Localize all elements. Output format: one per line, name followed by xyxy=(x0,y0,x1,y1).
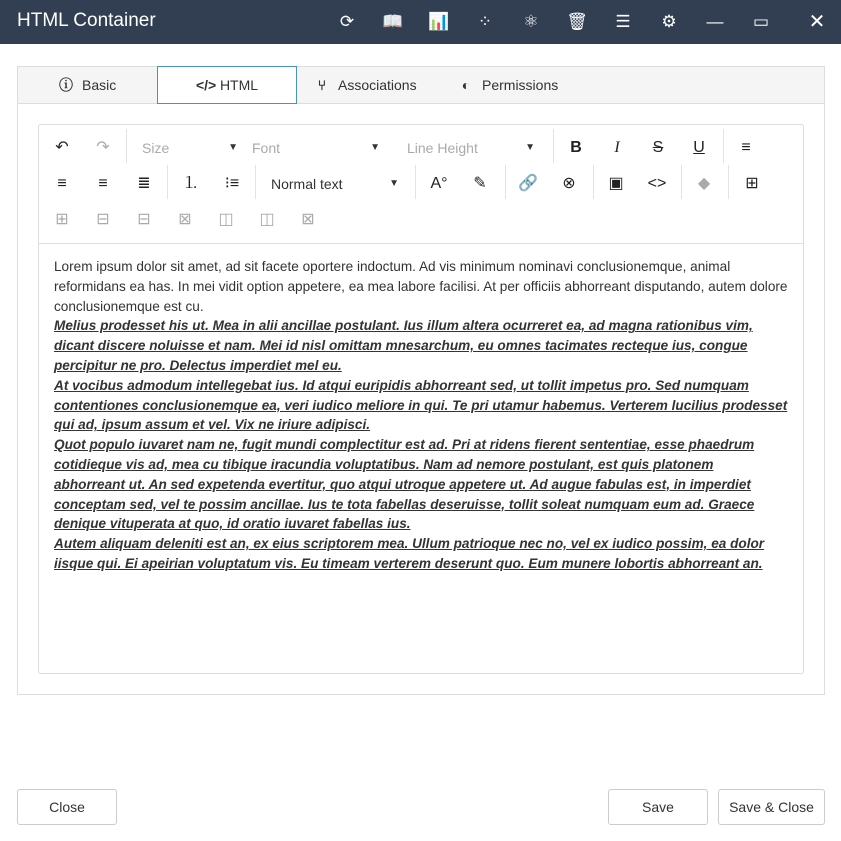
caret-down-icon: ▼ xyxy=(370,142,380,153)
editor-content[interactable] xyxy=(39,244,803,587)
caret-down-icon: ▼ xyxy=(389,178,399,189)
trash-icon[interactable]: 🗑 xyxy=(566,12,588,31)
refresh-icon[interactable]: ⟳ xyxy=(339,12,355,31)
insert-row-below-icon[interactable]: ⊟ xyxy=(137,211,151,228)
shield-icon: ◐ xyxy=(461,77,471,93)
tab-basic[interactable] xyxy=(58,67,116,104)
image-icon[interactable]: ▣ xyxy=(608,175,624,192)
link-icon[interactable]: 🔗 xyxy=(518,175,538,192)
insert-table-icon[interactable]: ⊞ xyxy=(745,175,759,192)
paragraph: Melius prodesset his ut. Mea in alii ancillae postulant. Ius illum altera ocurreret ea, ad magna rationibus vim, dicant discere noluisse et nam. Mei id nisl omittam mnesarchum, eu omnes tacimates recteque ius, congue percipitur ne pro. Delectus imperdiet mel eu. xyxy=(54,318,753,373)
code-view-icon[interactable]: <> xyxy=(647,175,667,192)
text-color-icon[interactable]: A° xyxy=(430,175,448,192)
insert-row-above-icon[interactable]: ⊟ xyxy=(96,211,110,228)
close-button[interactable]: Close xyxy=(17,789,117,825)
ordered-list-icon[interactable]: ⒈ xyxy=(182,175,199,192)
tab-associations[interactable] xyxy=(314,67,417,104)
unordered-list-icon[interactable]: ⁝≡ xyxy=(224,175,240,192)
highlighter-icon[interactable]: ✎ xyxy=(473,175,487,192)
line-height-select[interactable] xyxy=(407,135,535,161)
strikethrough-icon[interactable]: S xyxy=(652,139,664,156)
insert-column-left-icon[interactable]: ◫ xyxy=(218,211,234,228)
eraser-icon[interactable]: ◆ xyxy=(697,175,711,192)
separator xyxy=(553,129,554,163)
title-bar xyxy=(0,0,841,44)
minimize-icon[interactable]: — xyxy=(706,12,724,31)
tab-label: HTML xyxy=(219,77,259,93)
line-height-label: Line Height xyxy=(407,140,478,156)
separator xyxy=(255,165,256,199)
separator xyxy=(723,129,724,163)
separator xyxy=(126,129,127,163)
paragraph: Quot populo iuvaret nam ne, fugit mundi complectitur est ad. Pri at ridens fierent sententiae, esse phaedrum cotidieque vis ad, mea cu tibique iracundia voluptatibus. Nam ad nemore postulant, est quis platonem abhorreant ut. An sed expetenda evertitur, quo atqui utroque appetere ut. Ad augue fabulas est, in imperdiet conceptam sed, vel te possim ancillae. Ius te tota fabellas deseruisse, tollit soleat numquam eum ad. Graece denique vituperata at quo, id oratio iuvaret fabellas ius. xyxy=(54,437,755,532)
tab-bar xyxy=(18,67,824,104)
size-select[interactable] xyxy=(142,135,238,161)
tab-label: Associations xyxy=(338,77,417,93)
font-label: Font xyxy=(252,140,281,156)
ordered-list-icon[interactable]: ☰ xyxy=(615,12,631,31)
maximize-icon[interactable]: ▭ xyxy=(752,12,770,31)
align-right-icon[interactable]: ≡ xyxy=(98,175,108,192)
redo-icon[interactable]: ↷ xyxy=(96,139,110,156)
separator xyxy=(505,165,506,199)
align-left-icon[interactable]: ≡ xyxy=(741,139,751,156)
undo-icon[interactable]: ↶ xyxy=(55,139,69,156)
atom-icon[interactable]: ⚛ xyxy=(523,12,539,31)
tab-html[interactable] xyxy=(157,66,297,104)
tab-label: Basic xyxy=(82,77,117,93)
book-icon[interactable]: 📖 xyxy=(382,12,404,31)
branch-icon: ⑂ xyxy=(317,77,327,93)
delete-table-icon[interactable]: ⊞ xyxy=(55,211,69,228)
separator xyxy=(728,165,729,199)
font-select[interactable] xyxy=(252,135,380,161)
align-center-icon[interactable]: ≡ xyxy=(57,175,67,192)
unlink-icon[interactable]: ⊗ xyxy=(562,175,576,192)
insert-column-right-icon[interactable]: ◫ xyxy=(259,211,275,228)
separator xyxy=(167,165,168,199)
info-icon: ⓘ xyxy=(59,77,73,93)
delete-row-icon[interactable]: ⊠ xyxy=(178,211,192,228)
close-icon[interactable]: ✕ xyxy=(808,11,826,33)
code-icon: </> xyxy=(195,77,217,93)
save-button[interactable]: Save xyxy=(608,789,708,825)
chart-icon[interactable]: 📊 xyxy=(428,12,450,31)
rich-text-editor xyxy=(38,124,804,674)
separator xyxy=(593,165,594,199)
tab-permissions[interactable] xyxy=(458,67,558,104)
bold-icon[interactable]: B xyxy=(570,139,582,156)
italic-icon[interactable]: I xyxy=(614,139,620,156)
underline-icon[interactable]: U xyxy=(693,139,705,156)
caret-down-icon: ▼ xyxy=(228,142,238,153)
paragraph-format-label: Normal text xyxy=(271,176,343,192)
gear-icon[interactable]: ⚙ xyxy=(661,12,677,31)
editor-toolbar xyxy=(39,125,803,244)
size-label: Size xyxy=(142,140,170,156)
tab-label: Permissions xyxy=(482,77,559,93)
save-and-close-button[interactable]: Save & Close xyxy=(718,789,825,825)
caret-down-icon: ▼ xyxy=(525,142,535,153)
separator xyxy=(415,165,416,199)
paragraph: At vocibus admodum intellegebat ius. Id atqui euripidis abhorreant sed, ut tollit impetus pro. Sed numquam contentiones conclusionemque ea, veri iudico meliore in qui. Te pri utamur habemus. Verterem lucilius prodesset qui ad, ipsum assum et vel. Vix ne iriure adipisci. xyxy=(54,377,788,433)
paragraph: Lorem ipsum dolor sit amet, ad sit facete oportere indoctum. Ad vis minimum nominavi conclusionemque, animal reformidans ea has. In mei vidit option appetere, ea mea labore facilisi. At per officiis abhorreant disputando, autem dolore conclusionemque est cu. xyxy=(54,259,788,314)
paragraph-format-select[interactable] xyxy=(271,171,399,197)
align-justify-icon[interactable]: ≣ xyxy=(137,175,151,192)
tab-panel xyxy=(17,66,825,695)
paragraph: Autem aliquam deleniti est an, ex eius scriptorem mea. Ullum patrioque nec no, vel ex iudico possim, ea dolor iisque qui. Ei apeirian voluptatum vis. Eu timeam verterem deserunt quo. Eum munere lobortis abhorreant an. xyxy=(54,536,765,571)
delete-column-icon[interactable]: ⊠ xyxy=(301,211,315,228)
workflow-icon[interactable]: ⁘ xyxy=(477,12,493,31)
window-title: HTML Container xyxy=(17,10,156,31)
separator xyxy=(681,165,682,199)
